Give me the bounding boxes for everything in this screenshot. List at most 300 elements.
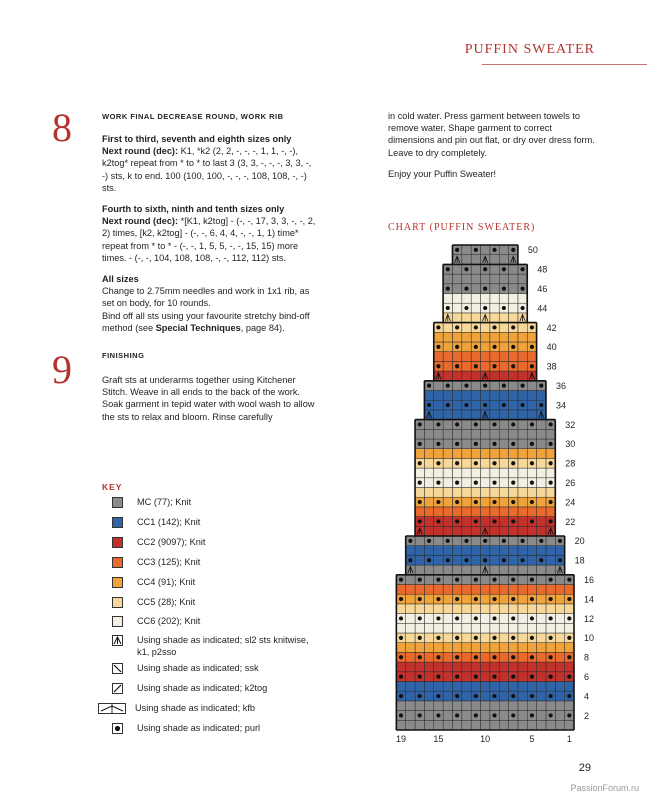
purl-stitch <box>567 713 571 717</box>
chart-cell <box>490 332 499 342</box>
chart-cell <box>565 604 574 614</box>
purl-stitch <box>399 616 403 620</box>
chart-cell <box>424 652 433 662</box>
chart-cell <box>555 604 564 614</box>
chart-cell <box>452 565 461 575</box>
row-number-label: 26 <box>565 478 576 488</box>
purl-stitch <box>530 481 534 485</box>
p3-line2a: Bind off all sts using your favourite stretchy bind-off method (see <box>102 310 310 333</box>
chart-cell <box>490 643 499 653</box>
chart-cell <box>518 497 527 507</box>
purl-stitch <box>464 384 468 388</box>
chart-cell <box>499 614 508 624</box>
purl-stitch <box>502 267 506 271</box>
chart-cell <box>471 604 480 614</box>
purl-stitch <box>455 364 459 368</box>
chart-cell <box>452 585 461 595</box>
chart-cell <box>424 594 433 604</box>
purl-stitch <box>492 713 496 717</box>
chart-cell <box>415 468 424 478</box>
chart-cell <box>415 536 424 546</box>
chart-cell <box>406 633 415 643</box>
purl-stitch <box>567 655 571 659</box>
purl-stitch <box>511 655 515 659</box>
chart-cell <box>481 468 490 478</box>
chart-cell <box>509 604 518 614</box>
purl-stitch <box>455 597 459 601</box>
chart-cell <box>443 652 452 662</box>
chart-cell <box>406 585 415 595</box>
chart-cell <box>537 614 546 624</box>
chart-cell <box>452 604 461 614</box>
chart-cell <box>406 604 415 614</box>
chart-cell <box>443 342 452 352</box>
chart-cell <box>471 284 480 294</box>
chart-cell <box>443 711 452 721</box>
chart-cell <box>518 468 527 478</box>
chart-cell <box>452 303 461 313</box>
chart-cell <box>490 662 499 672</box>
chart-cell <box>462 594 471 604</box>
chart-cell <box>443 429 452 439</box>
chart-cell <box>396 662 405 672</box>
chart-cell <box>443 361 452 371</box>
chart-cell <box>424 517 433 527</box>
chart-cell <box>424 701 433 711</box>
chart-cell <box>555 711 564 721</box>
chart-cell <box>537 585 546 595</box>
chart-cell <box>490 255 499 265</box>
chart-cell <box>499 662 508 672</box>
chart-cell <box>565 585 574 595</box>
purl-stitch <box>474 519 478 523</box>
purl-stitch <box>455 442 459 446</box>
chart-cell <box>509 701 518 711</box>
chart-cell <box>518 604 527 614</box>
chart-cell <box>537 420 546 430</box>
purl-stitch <box>474 655 478 659</box>
chart-cell <box>462 546 471 556</box>
chart-cell <box>499 517 508 527</box>
chart-cell <box>452 546 461 556</box>
chart-cell <box>434 449 443 459</box>
chart-cell <box>434 643 443 653</box>
chart-cell <box>424 449 433 459</box>
chart-cell <box>481 633 490 643</box>
p2-label: Next round (dec): <box>102 216 179 227</box>
chart-cell <box>462 643 471 653</box>
chart-cell <box>406 701 415 711</box>
purl-stitch <box>474 636 478 640</box>
chart-cell <box>424 526 433 536</box>
chart-cell <box>415 488 424 498</box>
purl-stitch <box>511 597 515 601</box>
chart-cell <box>490 429 499 439</box>
chart-cell <box>499 391 508 401</box>
chart-cell <box>481 594 490 604</box>
chart-cell <box>518 371 527 381</box>
chart-cell <box>546 555 555 565</box>
chart-cell <box>452 468 461 478</box>
chart-cell <box>462 245 471 255</box>
chart-cell <box>537 468 546 478</box>
purl-stitch <box>455 248 459 252</box>
chart-cell <box>481 274 490 284</box>
chart-cell <box>424 458 433 468</box>
row-number-label: 30 <box>565 439 576 450</box>
purl-stitch <box>502 287 506 291</box>
chart-cell <box>424 720 433 730</box>
chart-cell <box>443 371 452 381</box>
chart-cell <box>499 701 508 711</box>
chart-cell <box>555 643 564 653</box>
chart-cell <box>537 429 546 439</box>
purl-stitch <box>530 345 534 349</box>
chart-cell <box>518 691 527 701</box>
p2-text: *[K1, k2tog] - (-, -, 17, 3, 3, -, -, 2, 2) times, [k2, k2tog] - (-, -, 6, 4, 4, -, -, 1, 1) time* repeat from * to * - (-, -, 1, 5, 5, -, -, 15, 15) more times. - (-, -, 104, 108, 108, -, -, 112, 112) sts. <box>102 216 316 263</box>
purl-stitch <box>492 422 496 426</box>
purl-stitch <box>502 558 506 562</box>
chart-cell <box>546 585 555 595</box>
chart-cell <box>490 555 499 565</box>
chart-cell <box>490 400 499 410</box>
chart-cell <box>499 604 508 614</box>
purl-stitch <box>427 384 431 388</box>
purl-stitch <box>408 558 412 562</box>
purl-stitch <box>492 578 496 582</box>
chart-cell <box>481 682 490 692</box>
chart-cell <box>471 565 480 575</box>
chart-cell <box>471 468 480 478</box>
chart-cell <box>499 332 508 342</box>
chart-cell <box>499 458 508 468</box>
chart-cell <box>462 361 471 371</box>
chart-cell <box>481 604 490 614</box>
chart-cell <box>499 488 508 498</box>
chart-cell <box>462 458 471 468</box>
chart-cell <box>406 623 415 633</box>
row-number-label: 34 <box>555 400 566 411</box>
chart-cell <box>527 585 536 595</box>
chart-cell <box>443 332 452 342</box>
chart-cell <box>527 468 536 478</box>
chart-cell <box>509 643 518 653</box>
purl-stitch <box>436 636 440 640</box>
chart-cell <box>555 575 564 585</box>
chart-cell <box>518 643 527 653</box>
purl-stitch <box>418 597 422 601</box>
purl-stitch <box>539 539 543 543</box>
chart-cell <box>462 332 471 342</box>
row-number-label: 8 <box>584 652 590 663</box>
chart-cell <box>527 604 536 614</box>
chart-cell <box>518 323 527 333</box>
purl-stitch <box>549 481 553 485</box>
chart-cell <box>424 391 433 401</box>
purl-stitch <box>511 675 515 679</box>
purl-stitch <box>511 713 515 717</box>
chart-cell <box>471 332 480 342</box>
row-number-label: 12 <box>584 613 595 624</box>
purl-stitch <box>436 616 440 620</box>
chart-cell <box>509 623 518 633</box>
chart-cell <box>471 643 480 653</box>
purl-stitch <box>530 500 534 504</box>
chart-cell <box>481 420 490 430</box>
purl-stitch <box>474 364 478 368</box>
key-label: CC6 (202); Knit <box>137 616 201 626</box>
chart-cell <box>462 517 471 527</box>
purl-stitch <box>567 578 571 582</box>
chart-cell <box>471 381 480 391</box>
chart-cell <box>443 468 452 478</box>
purl-stitch <box>399 655 403 659</box>
chart-cell <box>509 352 518 362</box>
chart-cell <box>443 478 452 488</box>
purl-stitch <box>446 306 450 310</box>
chart-cell <box>518 672 527 682</box>
chart-cell <box>424 546 433 556</box>
chart-cell <box>565 662 574 672</box>
chart-cell <box>434 555 443 565</box>
chart-cell <box>443 458 452 468</box>
purl-stitch <box>483 403 487 407</box>
chart-cell <box>499 575 508 585</box>
chart-cell <box>471 391 480 401</box>
chart-cell <box>406 643 415 653</box>
chart-cell <box>509 555 518 565</box>
chart-cell <box>499 594 508 604</box>
purl-stitch <box>539 403 543 407</box>
chart-cell <box>490 381 499 391</box>
chart-cell <box>518 410 527 420</box>
step-9-title: FINISHING <box>102 351 145 360</box>
purl-stitch <box>474 597 478 601</box>
chart-cell <box>415 507 424 517</box>
purl-stitch <box>483 558 487 562</box>
chart-cell <box>490 449 499 459</box>
chart-cell <box>509 507 518 517</box>
chart-cell <box>471 294 480 304</box>
p3-head: All sizes <box>102 274 139 285</box>
purl-stitch <box>511 442 515 446</box>
chart-cell <box>443 439 452 449</box>
chart-cell <box>518 652 527 662</box>
chart-cell <box>452 332 461 342</box>
chart-cell <box>452 623 461 633</box>
chart-cell <box>546 536 555 546</box>
purl-stitch <box>455 519 459 523</box>
purl-stitch <box>446 558 450 562</box>
chart-cell <box>546 468 555 478</box>
chart-cell <box>462 255 471 265</box>
chart-cell <box>490 284 499 294</box>
chart-cell <box>509 294 518 304</box>
chart-cell <box>518 361 527 371</box>
chart-cell <box>452 410 461 420</box>
chart-cell <box>415 604 424 614</box>
chart-cell <box>546 623 555 633</box>
chart-cell <box>424 633 433 643</box>
purl-stitch <box>474 500 478 504</box>
chart-cell <box>406 672 415 682</box>
chart-cell <box>434 400 443 410</box>
chart-cell <box>415 555 424 565</box>
chart-cell <box>537 565 546 575</box>
chart-cell <box>481 429 490 439</box>
purl-stitch <box>530 578 534 582</box>
chart-cell <box>565 682 574 692</box>
chart-cell <box>452 284 461 294</box>
chart-cell <box>424 672 433 682</box>
purl-stitch <box>483 287 487 291</box>
chart-cell <box>499 352 508 362</box>
row-number-label: 48 <box>537 264 548 275</box>
chart-cell <box>481 662 490 672</box>
purl-stitch <box>520 384 524 388</box>
row-number-label: 14 <box>584 594 595 605</box>
purl-stitch <box>474 694 478 698</box>
row-number-label: 6 <box>584 672 590 682</box>
chart-cell <box>415 701 424 711</box>
purl-stitch <box>492 636 496 640</box>
chart-cell <box>443 526 452 536</box>
chart-cell <box>490 604 499 614</box>
purl-stitch <box>530 616 534 620</box>
purl-stitch <box>436 578 440 582</box>
chart-cell <box>527 488 536 498</box>
chart-cell <box>462 711 471 721</box>
column-number-label: 5 <box>529 734 535 744</box>
chart-cell <box>452 429 461 439</box>
purl-stitch <box>492 345 496 349</box>
chart-cell <box>537 497 546 507</box>
chart-cell <box>406 691 415 701</box>
chart-cell <box>452 682 461 692</box>
purl-stitch <box>520 539 524 543</box>
chart-cell <box>509 429 518 439</box>
chart-cell <box>537 701 546 711</box>
purl-stitch <box>455 578 459 582</box>
purl-stitch <box>549 461 553 465</box>
chart-cell <box>434 332 443 342</box>
chart-cell <box>462 420 471 430</box>
chart-cell <box>546 604 555 614</box>
chart-cell <box>481 614 490 624</box>
chart-cell <box>555 672 564 682</box>
chart-cell <box>443 274 452 284</box>
purl-stitch <box>446 384 450 388</box>
chart-cell <box>527 720 536 730</box>
chart-cell <box>518 720 527 730</box>
purl-stitch <box>455 481 459 485</box>
chart-cell <box>443 352 452 362</box>
purl-stitch <box>530 519 534 523</box>
chart-cell <box>490 507 499 517</box>
chart-cell <box>443 546 452 556</box>
chart-cell <box>443 488 452 498</box>
purl-stitch <box>530 325 534 329</box>
chart-cell <box>518 478 527 488</box>
chart-cell <box>546 546 555 556</box>
chart-cell <box>527 643 536 653</box>
chart-cell <box>424 565 433 575</box>
chart-cell <box>443 672 452 682</box>
chart-cell <box>490 488 499 498</box>
chart-cell <box>424 478 433 488</box>
chart-cell <box>443 517 452 527</box>
purl-stitch <box>530 675 534 679</box>
purl-stitch <box>474 325 478 329</box>
chart-cell <box>499 546 508 556</box>
column-number-label: 10 <box>480 734 491 744</box>
chart-cell <box>434 468 443 478</box>
chart-cell <box>471 682 480 692</box>
chart-cell <box>546 488 555 498</box>
chart-cell <box>499 313 508 323</box>
chart-cell <box>527 429 536 439</box>
chart-cell <box>555 585 564 595</box>
chart-cell <box>443 410 452 420</box>
chart-cell <box>537 391 546 401</box>
purl-stitch <box>492 597 496 601</box>
chart-cell <box>546 662 555 672</box>
chart-cell <box>565 720 574 730</box>
chart-cell <box>490 682 499 692</box>
chart-cell <box>518 274 527 284</box>
chart-cell <box>490 546 499 556</box>
purl-stitch <box>399 694 403 698</box>
chart-cell <box>518 662 527 672</box>
chart-cell <box>518 682 527 692</box>
purl-stitch <box>530 442 534 446</box>
chart-cell <box>443 682 452 692</box>
purl-stitch <box>474 578 478 582</box>
chart-cell <box>499 672 508 682</box>
chart-cell <box>406 546 415 556</box>
chart-cell <box>424 468 433 478</box>
chart-cell <box>462 614 471 624</box>
chart-cell <box>462 274 471 284</box>
purl-stitch <box>549 694 553 698</box>
chart-cell <box>424 643 433 653</box>
chart-cell <box>509 662 518 672</box>
chart-cell <box>481 458 490 468</box>
chart-cell <box>490 264 499 274</box>
chart-cell <box>434 429 443 439</box>
chart-cell <box>443 294 452 304</box>
purl-stitch <box>492 364 496 368</box>
purl-stitch <box>455 345 459 349</box>
chart-cell <box>565 643 574 653</box>
step-8-number: 8 <box>52 105 72 150</box>
purl-stitch <box>492 442 496 446</box>
chart-cell <box>434 720 443 730</box>
chart-cell <box>396 623 405 633</box>
purl-stitch <box>567 636 571 640</box>
chart-cell <box>443 701 452 711</box>
chart-cell <box>481 245 490 255</box>
chart-cell <box>518 633 527 643</box>
chart-cell <box>537 652 546 662</box>
purl-stitch <box>539 558 543 562</box>
chart-cell <box>527 391 536 401</box>
key-label: Using shade as indicated; ssk <box>137 663 259 673</box>
purl-stitch <box>418 461 422 465</box>
chart-cell <box>499 643 508 653</box>
row-number-label: 4 <box>584 691 590 702</box>
row-number-label: 32 <box>565 419 576 430</box>
